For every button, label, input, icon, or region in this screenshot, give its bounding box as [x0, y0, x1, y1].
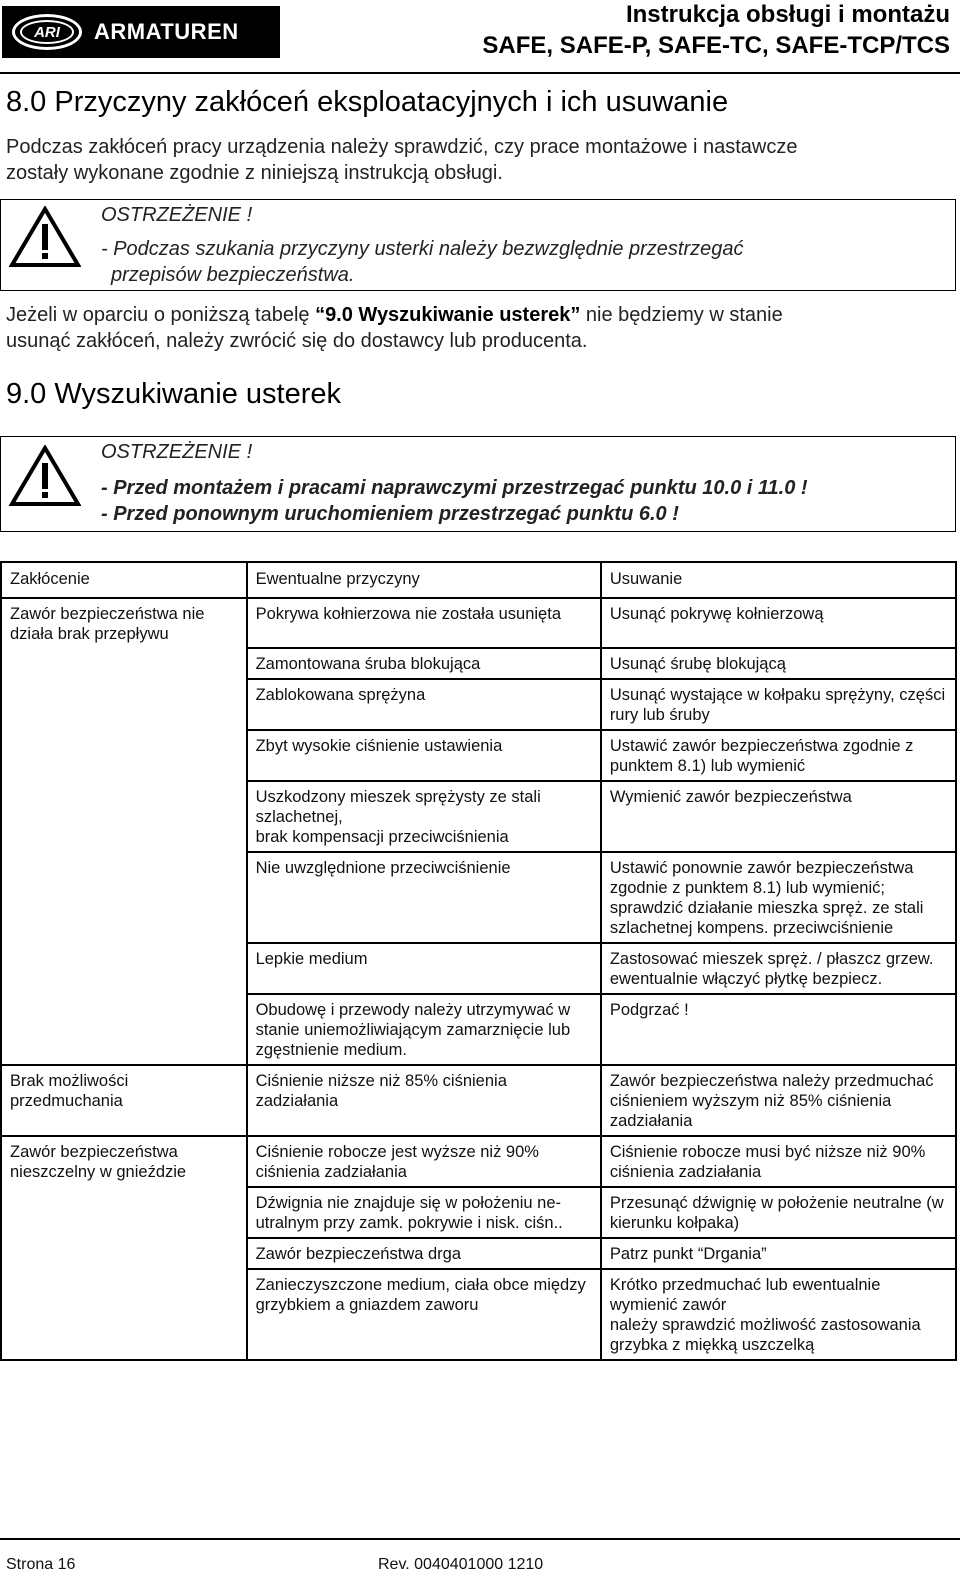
fault-table [0, 561, 957, 1361]
remedy-cell: Przesunąć dźwignię w położenie neutralne (w kierunku kołpaka) [601, 1187, 956, 1238]
section-8-note-line2: usunąć zakłóceń, należy zwrócić się do dostawcy lub producenta. [6, 330, 588, 352]
document-title-line1: Instrukcja obsługi i montażu [625, 1, 950, 28]
cause-cell: Pokrywa kołnierzowa nie została usunięta [247, 598, 601, 648]
fault-cell: Zawór bezpieczeństwa nieszczelny w gnieździe [1, 1136, 247, 1187]
document-title-line2: SAFE, SAFE-P, SAFE-TC, SAFE-TCP/TCS [482, 32, 950, 59]
note-text-part1: Jeżeli w oparciu o poniższą tabelę [6, 304, 316, 326]
remedy-cell: Patrz punkt “Drgania” [601, 1238, 956, 1269]
document-title [482, 0, 950, 62]
warning-text-line1: - Przed montażem i pracami naprawczymi przestrzegać punktu 10.0 i 11.0 ! [101, 477, 808, 499]
remedy-cell: Krótko przedmuchać lub ewentualnie wymienić zawór należy sprawdzić możliwość zastosowania grzybka z miękką uszczelką [601, 1269, 956, 1360]
table-row [1, 1238, 956, 1269]
logo-text: ARMATUREN [94, 19, 239, 44]
fault-cell-continued [1, 781, 247, 852]
remedy-cell: Ciśnienie robocze musi być niższe niż 90% ciśnienia zadziałania [601, 1136, 956, 1187]
revision-number: Rev. 0040401000 1210 [378, 1556, 544, 1573]
warning-triangle-icon [9, 445, 81, 507]
fault-cell-continued [1, 1269, 247, 1360]
cause-cell: Ciśnienie robocze jest wyższe niż 90% ciśnienia zadziałania [247, 1136, 601, 1187]
remedy-cell: Ustawić ponownie zawór bezpieczeństwa zgodnie z punktem 8.1) lub wymienić; sprawdzić działanie mieszka spręż. ze stali szlachetnej kompens. przeciwciśnienie [601, 852, 956, 943]
cause-cell: Zablokowana sprężyna [247, 679, 601, 730]
table-row [1, 1136, 956, 1187]
header-remedy: Usuwanie [601, 562, 956, 598]
table-header-row [1, 562, 956, 598]
table-row [1, 943, 956, 994]
fault-cell-continued [1, 852, 247, 943]
warning-triangle-icon [9, 206, 81, 268]
header-cause: Ewentualne przyczyny [247, 562, 601, 598]
note-reference: “9.0 Wyszukiwanie usterek” [315, 304, 581, 326]
table-row [1, 1269, 956, 1360]
fault-cell-continued [1, 648, 247, 679]
remedy-cell: Zawór bezpieczeństwa należy przedmuchać ciśnieniem wyższym niż 85% ciśnienia zadziałania [601, 1065, 956, 1136]
logo-emblem [12, 14, 82, 50]
section-9-heading: 9.0 Wyszukiwanie usterek [6, 378, 341, 410]
cause-cell: Zawór bezpieczeństwa drga [247, 1238, 601, 1269]
table-row [1, 598, 956, 648]
table-row [1, 679, 956, 730]
table-row [1, 730, 956, 781]
table-row [1, 852, 956, 943]
fault-cell: Brak możliwości przedmuchania [1, 1065, 247, 1136]
warning-box-repair [0, 436, 956, 532]
cause-cell: Zbyt wysokie ciśnienie ustawienia [247, 730, 601, 781]
table-row [1, 781, 956, 852]
section-8-intro [6, 134, 797, 186]
remedy-cell: Usunąć śrubę blokującą [601, 648, 956, 679]
brand-logo [2, 6, 280, 58]
remedy-cell: Usunąć wystające w kołpaku sprężyny, części rury lub śruby [601, 679, 956, 730]
header-divider [0, 72, 960, 74]
fault-cell-continued [1, 1238, 247, 1269]
section-8-intro-line1: Podczas zakłóceń pracy urządzenia należy sprawdzić, czy prace montażowe i nastawcze [6, 136, 798, 158]
remedy-cell: Zastosować mieszek spręż. / płaszcz grzew. ewentualnie włączyć płytkę bezpiecz. [601, 943, 956, 994]
remedy-cell: Wymienić zawór bezpieczeństwa [601, 781, 956, 852]
remedy-cell: Podgrzać ! [601, 994, 956, 1065]
page-number: Strona 16 [6, 1556, 76, 1573]
cause-cell: Lepkie medium [247, 943, 601, 994]
table-row [1, 994, 956, 1065]
table-row [1, 1187, 956, 1238]
fault-cell-continued [1, 1187, 247, 1238]
cause-cell: Ciśnienie niższe niż 85% ciśnienia zadziałania [247, 1065, 601, 1136]
fault-cell-continued [1, 994, 247, 1065]
table-row [1, 648, 956, 679]
fault-cell-continued [1, 679, 247, 730]
remedy-cell: Usunąć pokrywę kołnierzową [601, 598, 956, 648]
warning-text [101, 475, 808, 527]
logo-mark: ARI [20, 20, 74, 44]
warning-text-line1: - Podczas szukania przyczyny usterki należy bezwzględnie przestrzegać [101, 238, 744, 260]
cause-cell: Dźwignia nie znajduje się w położeniu ne-utralnym przy zamk. pokrywie i nisk. ciśn.. [247, 1187, 601, 1238]
note-text-part2: nie będziemy w stanie [580, 304, 783, 326]
header-fault: Zakłócenie [1, 562, 247, 598]
section-8-intro-line2: zostały wykonane zgodnie z niniejszą instrukcją obsługi. [6, 162, 503, 184]
warning-title: OSTRZEŻENIE ! [101, 204, 253, 226]
cause-cell: Zanieczyszczone medium, ciała obce między grzybkiem a gniazdem zaworu [247, 1269, 601, 1360]
cause-cell: Uszkodzony mieszek sprężysty ze stali szlachetnej, brak kompensacji przeciwciśnienia [247, 781, 601, 852]
warning-box-safety [0, 199, 956, 291]
warning-text-line2: - Przed ponownym uruchomieniem przestrzegać punktu 6.0 ! [101, 503, 679, 525]
section-8-note-line1 [6, 302, 783, 328]
fault-cell: Zawór bezpieczeństwa nie działa brak przepływu [1, 598, 247, 648]
cause-cell: Obudowę i przewody należy utrzymywać w stanie uniemożliwiającym zamarznięcie lub zgęstnienie medium. [247, 994, 601, 1065]
warning-text [101, 236, 744, 288]
warning-text-line2: przepisów bezpieczeństwa. [111, 264, 355, 286]
table-row [1, 1065, 956, 1136]
remedy-cell: Ustawić zawór bezpieczeństwa zgodnie z punktem 8.1) lub wymienić [601, 730, 956, 781]
footer-divider [0, 1538, 960, 1540]
section-8-heading: 8.0 Przyczyny zakłóceń eksploatacyjnych i ich usuwanie [6, 86, 729, 118]
cause-cell: Zamontowana śruba blokująca [247, 648, 601, 679]
fault-cell-continued [1, 730, 247, 781]
warning-title: OSTRZEŻENIE ! [101, 441, 253, 463]
section-8-note [6, 302, 783, 354]
fault-cell-continued [1, 943, 247, 994]
cause-cell: Nie uwzględnione przeciwciśnienie [247, 852, 601, 943]
